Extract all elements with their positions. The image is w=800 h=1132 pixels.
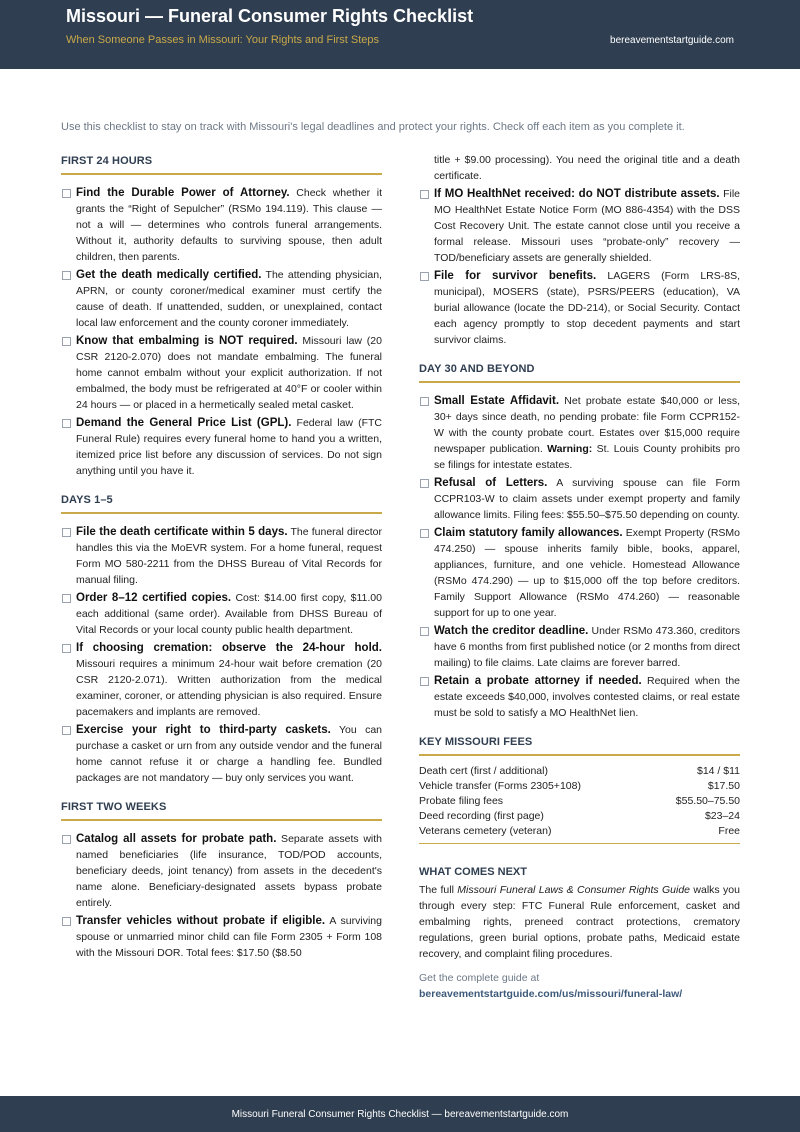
checkbox[interactable]	[62, 644, 71, 653]
section-title-first-two-weeks: FIRST TWO WEEKS	[61, 798, 382, 821]
guide-link[interactable]: bereavementstartguide.com/us/missouri/funeral-law/	[419, 988, 683, 1000]
checklist-item[interactable]: Small Estate Affidavit. Net probate estate $40,000 or less, 30+ days since death, no pending probate: file Form CCPR152-W with the county probate court. Estates over $15,000 require newspaper publication. Warning: St. Louis County prohibits pro se filings for intestate estates.	[419, 393, 740, 473]
checklist-item[interactable]: Demand the General Price List (GPL). Federal law (FTC Funeral Rule) requires every funeral home to hand you a written, itemized price list before any discussion of services. Do not sign anything until you have it.	[61, 415, 382, 479]
checklist-item[interactable]: If choosing cremation: observe the 24-hour hold. Missouri requires a minimum 24-hour wait before cremation (20 CSR 2120-2.071). Written authorization from the medical examiner, coroner, or attending physician is also required. Ensure pacemakers and implants are removed.	[61, 640, 382, 720]
fees-table	[419, 764, 740, 839]
header-site: bereavementstartguide.com	[610, 35, 734, 46]
checkbox[interactable]	[420, 190, 429, 199]
checkbox[interactable]	[62, 835, 71, 844]
checkbox[interactable]	[420, 479, 429, 488]
fee-value: $55.50–75.50	[675, 795, 740, 807]
checklist-item[interactable]: File for survivor benefits. LAGERS (Form LRS-8S, municipal), MOSERS (state), PSRS/PEERS (education), VA burial allowance (locate the DD-214), or Social Security. Contact each agency promptly to stop decedent payments and start survivor claims.	[419, 268, 740, 348]
checklist-item[interactable]: Exercise your right to third-party caskets. You can purchase a casket or urn from any outside vendor and the funeral home cannot refuse it or charge a handling fee. Bundled packages are not mandatory — buy only services you want.	[61, 722, 382, 786]
checklist-item[interactable]: Get the death medically certified. The attending physician, APRN, or county coroner/medical examiner must certify the cause of death. If unattended, sudden, or unexplained, contact local law enforcement and the county coroner immediately.	[61, 267, 382, 331]
table-row	[419, 824, 740, 839]
checklist-item-continuation: title + $9.00 processing). You need the original title and a death certificate.	[434, 154, 740, 182]
table-row	[419, 794, 740, 809]
table-row	[419, 764, 740, 779]
fee-value: $14 / $11	[696, 765, 740, 777]
fee-label: Death cert (first / additional)	[419, 765, 548, 777]
checklist-item[interactable]: File the death certificate within 5 days. The funeral director handles this via the MoEVR system. For a home funeral, request Form MO 580-2211 from the DHSS Bureau of Vital Records for manual filing.	[61, 524, 382, 588]
page-footer	[0, 1096, 800, 1132]
page-subtitle: When Someone Passes in Missouri: Your Rights and First Steps	[66, 34, 380, 46]
section-title-days-1-5: DAYS 1–5	[61, 491, 382, 514]
checklist-item[interactable]: Catalog all assets for probate path. Separate assets with named beneficiaries (life insurance, TOD/POD accounts, beneficiary deeds, joint tenancy) from assets in the decedent's name alone. Beneficiary-designated assets bypass probate entirely.	[61, 831, 382, 911]
fee-label: Veterans cemetery (veteran)	[419, 825, 552, 837]
checkbox[interactable]	[420, 529, 429, 538]
checklist-item[interactable]: Know that embalming is NOT required. Missouri law (20 CSR 2120-2.070) does not mandate embalming. The funeral home cannot embalm without your explicit authorization. If not embalmed, the body must be refrigerated at 40°F or cooler within 24 hours — or placed in a hermetically sealed metal casket.	[61, 333, 382, 413]
checklist-item[interactable]: Transfer vehicles without probate if eligible. A surviving spouse or unmarried minor child can file Form 2305 + Form 108 with the Missouri DOR. Total fees: $17.50 ($8.50	[61, 913, 382, 961]
right-column	[419, 152, 740, 1002]
checkbox[interactable]	[62, 528, 71, 537]
checkbox[interactable]	[62, 726, 71, 735]
next-body: The full Missouri Funeral Laws & Consumer Rights Guide walks you through every step: FTC Funeral Rule enforcement, casket and embalming rights, preneed contract protections, crematory regulations, green burial options, probate paths, Medicaid estate recovery, and complaint filing procedures.	[419, 884, 740, 960]
fee-label: Vehicle transfer (Forms 2305+108)	[419, 780, 581, 792]
checklist-item[interactable]: Watch the creditor deadline. Under RSMo 473.360, creditors have 6 months from first published notice (or 2 months from direct mailing) to file claims. Late claims are forever barred.	[419, 623, 740, 671]
checkbox[interactable]	[420, 627, 429, 636]
checkbox[interactable]	[420, 272, 429, 281]
checkbox[interactable]	[62, 189, 71, 198]
fee-value: $17.50	[707, 780, 740, 792]
footer-text: Missouri Funeral Consumer Rights Checklist — bereavementstartguide.com	[231, 1108, 569, 1120]
section-title-what-comes-next: WHAT COMES NEXT	[419, 866, 527, 878]
checkbox[interactable]	[62, 271, 71, 280]
cta-text: Get the complete guide at	[419, 972, 540, 984]
fee-value: $23–24	[704, 810, 740, 822]
checkbox[interactable]	[420, 397, 429, 406]
table-row	[419, 779, 740, 794]
fees-table-wrap	[419, 764, 740, 844]
checkbox[interactable]	[62, 917, 71, 926]
page-title: Missouri — Funeral Consumer Rights Checklist	[66, 6, 474, 26]
checkbox[interactable]	[62, 419, 71, 428]
checklist-item[interactable]: Refusal of Letters. A surviving spouse can file Form CCPR103-W to claim assets under exempt property and family allowance limits. Filing fees: $55.50–$75.50 depending on county.	[419, 475, 740, 523]
left-column	[61, 152, 382, 963]
checklist-item[interactable]: Claim statutory family allowances. Exempt Property (RSMo 474.250) — spouse inherits family bible, books, apparel, appliances, furniture, and one vehicle. Homestead Allowance (RSMo 474.290) — up to $15,000 off the top before creditors. Family Support Allowance (RSMo 474.260) — reasonable support for up to one year.	[419, 525, 740, 621]
checkbox[interactable]	[62, 594, 71, 603]
page-header	[0, 0, 800, 69]
fee-value: Free	[718, 825, 740, 837]
fee-label: Probate filing fees	[419, 795, 504, 807]
checklist-item[interactable]: Order 8–12 certified copies. Cost: $14.00 first copy, $11.00 each additional (same order). Available from DHSS Bureau of Vital Records or your local county public health department.	[61, 590, 382, 638]
table-row	[419, 809, 740, 824]
checklist-item[interactable]: Retain a probate attorney if needed. Required when the estate exceeds $40,000, involves contested claims, or real estate must be sold to satisfy a MO HealthNet lien.	[419, 673, 740, 721]
checkbox[interactable]	[420, 677, 429, 686]
fee-label: Deed recording (first page)	[419, 810, 544, 822]
section-title-first-24-hours: FIRST 24 HOURS	[61, 152, 382, 175]
checkbox[interactable]	[62, 337, 71, 346]
section-title-day-30: DAY 30 AND BEYOND	[419, 360, 740, 383]
checklist-item[interactable]: If MO HealthNet received: do NOT distribute assets. File MO HealthNet Estate Notice Form (MO 886-4354) with the DSS Cost Recovery Unit. The estate cannot close until you receive a formal release. Missouri uses “probate-only” recovery — TOD/beneficiary assets are generally shielded.	[419, 186, 740, 266]
intro-text: Use this checklist to stay on track with Missouri's legal deadlines and protect your rights. Check off each item as you complete it.	[61, 121, 685, 133]
checklist-item[interactable]: Find the Durable Power of Attorney. Check whether it grants the “Right of Sepulcher” (RSMo 194.119). This clause — not a will — determines who controls funeral arrangements. Without it, authority defaults to surviving spouse, then adult children, then parents.	[61, 185, 382, 265]
section-title-fees: KEY MISSOURI FEES	[419, 733, 740, 756]
